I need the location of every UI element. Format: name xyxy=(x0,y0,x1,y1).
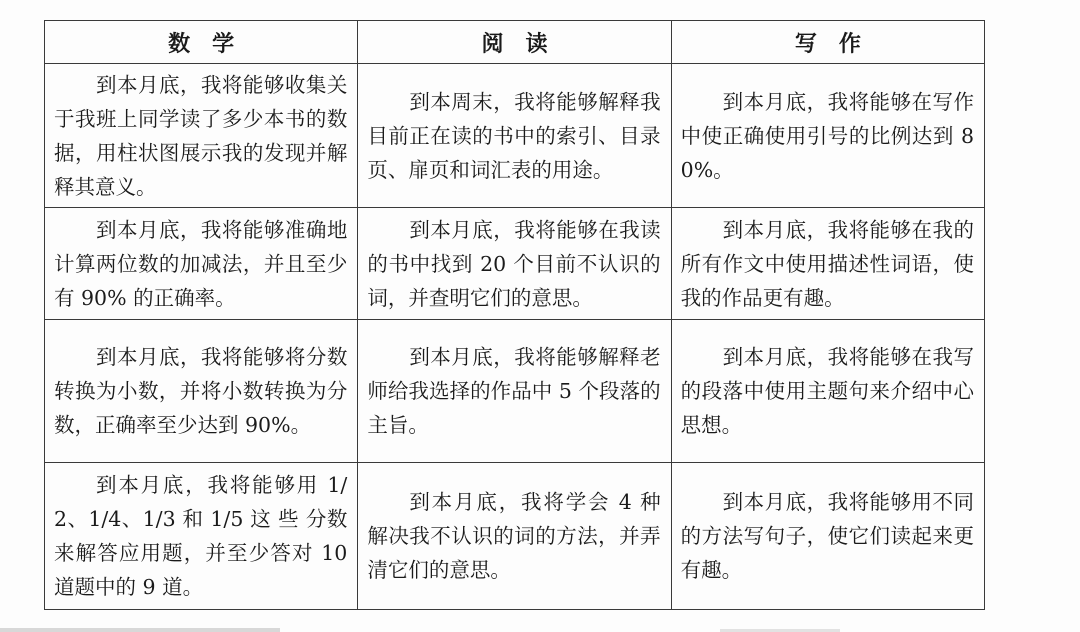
table-row xyxy=(45,320,985,463)
table-row xyxy=(45,64,985,208)
math-cell: 到本月底，我将能够准确地计算两位数的加减法，并且至少有 90% 的正确率。 xyxy=(45,208,358,320)
math-cell: 到本月底，我将能够将分数转换为小数，并将小数转换为分数，正确率至少达到 90%。 xyxy=(45,320,358,463)
header-row xyxy=(45,21,985,64)
header-writing: 写 作 xyxy=(671,21,984,64)
table-header xyxy=(45,21,985,64)
writing-cell: 到本月底，我将能够在我写的段落中使用主题句来介绍中心思想。 xyxy=(671,320,984,463)
page-edge-mark xyxy=(0,628,280,632)
reading-cell: 到本月底，我将能够在我读的书中找到 20 个目前不认识的词，并查明它们的意思。 xyxy=(358,208,671,320)
table-row xyxy=(45,463,985,610)
math-cell: 到本月底，我将能够收集关于我班上同学读了多少本书的数据，用柱状图展示我的发现并解释其意义。 xyxy=(45,64,358,208)
math-cell: 到本月底，我将能够用 1/2、1/4、1/3 和 1/5 这 些 分数来解答应用题，并至少答对 10 道题中的 9 道。 xyxy=(45,463,358,610)
table-row xyxy=(45,208,985,320)
writing-cell: 到本月底，我将能够在我的所有作文中使用描述性词语，使我的作品更有趣。 xyxy=(671,208,984,320)
learning-goals-table xyxy=(44,20,985,610)
reading-cell: 到本月底，我将学会 4 种解决我不认识的词的方法，并弄清它们的意思。 xyxy=(358,463,671,610)
header-reading: 阅 读 xyxy=(358,21,671,64)
reading-cell: 到本周末，我将能够解释我目前正在读的书中的索引、目录页、扉页和词汇表的用途。 xyxy=(358,64,671,208)
reading-cell: 到本月底，我将能够解释老师给我选择的作品中 5 个段落的主旨。 xyxy=(358,320,671,463)
writing-cell: 到本月底，我将能够在写作中使正确使用引号的比例达到 80%。 xyxy=(671,64,984,208)
table-body xyxy=(45,64,985,610)
header-math: 数 学 xyxy=(45,21,358,64)
writing-cell: 到本月底，我将能够用不同的方法写句子，使它们读起来更有趣。 xyxy=(671,463,984,610)
